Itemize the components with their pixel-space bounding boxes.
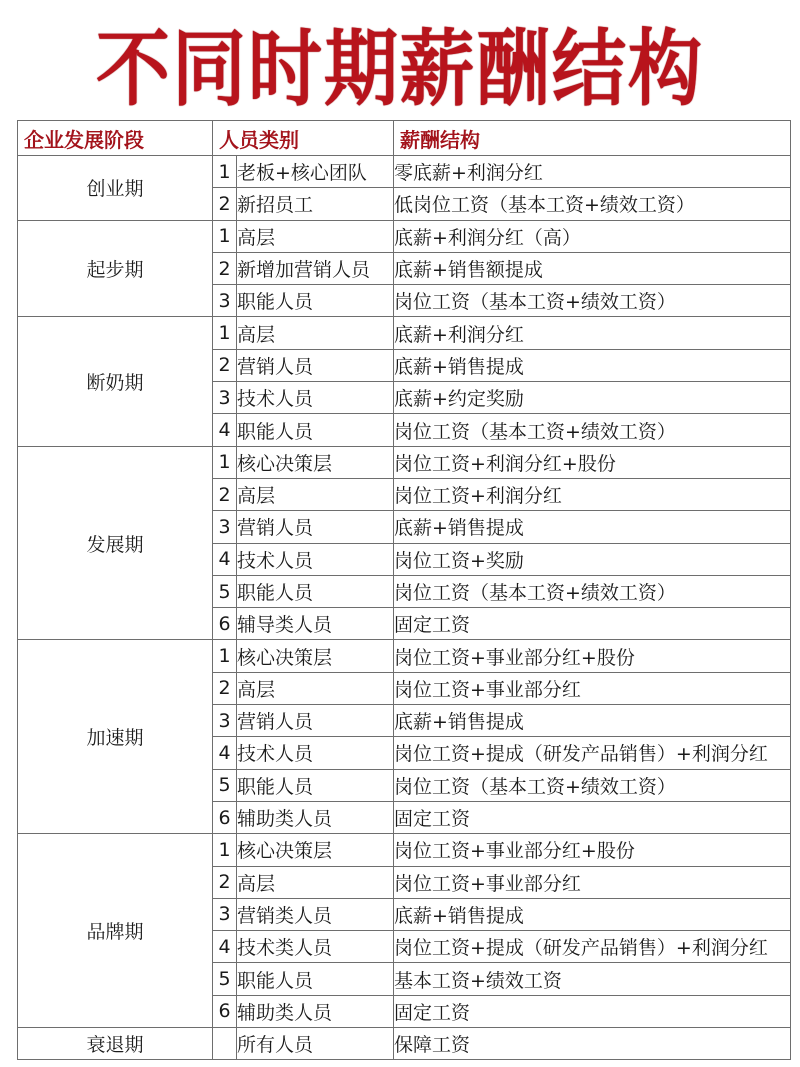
salary-structure: 岗位工资（基本工资+绩效工资） bbox=[394, 414, 791, 446]
staff-category: 核心决策层 bbox=[237, 640, 394, 672]
salary-structure: 底薪+销售提成 bbox=[394, 705, 791, 737]
staff-category: 老板+核心团队 bbox=[237, 156, 394, 188]
stage-name: 品牌期 bbox=[18, 834, 213, 1028]
staff-category: 营销类人员 bbox=[237, 898, 394, 930]
staff-category: 职能人员 bbox=[237, 414, 394, 446]
staff-category: 辅助类人员 bbox=[237, 801, 394, 833]
staff-category: 技术人员 bbox=[237, 543, 394, 575]
table-row bbox=[18, 220, 791, 252]
salary-structure: 固定工资 bbox=[394, 608, 791, 640]
staff-category: 营销人员 bbox=[237, 511, 394, 543]
table-body bbox=[18, 156, 791, 1060]
staff-category: 高层 bbox=[237, 478, 394, 510]
row-number: 6 bbox=[213, 608, 237, 640]
stage-name: 起步期 bbox=[18, 220, 213, 317]
staff-category: 职能人员 bbox=[237, 285, 394, 317]
salary-structure: 底薪+利润分红（高） bbox=[394, 220, 791, 252]
row-number: 6 bbox=[213, 995, 237, 1027]
salary-structure: 岗位工资+提成（研发产品销售）+利润分红 bbox=[394, 737, 791, 769]
salary-structure: 岗位工资+事业部分红 bbox=[394, 866, 791, 898]
header-stage: 企业发展阶段 bbox=[18, 121, 213, 156]
row-number: 1 bbox=[213, 220, 237, 252]
row-number: 1 bbox=[213, 317, 237, 349]
row-number: 1 bbox=[213, 156, 237, 188]
staff-category: 新增加营销人员 bbox=[237, 252, 394, 284]
salary-structure: 底薪+销售提成 bbox=[394, 898, 791, 930]
salary-structure: 低岗位工资（基本工资+绩效工资） bbox=[394, 188, 791, 220]
row-number: 3 bbox=[213, 898, 237, 930]
salary-structure: 岗位工资+利润分红 bbox=[394, 478, 791, 510]
table-row bbox=[18, 317, 791, 349]
salary-structure: 岗位工资+事业部分红+股份 bbox=[394, 834, 791, 866]
row-number: 4 bbox=[213, 543, 237, 575]
salary-structure: 岗位工资+事业部分红 bbox=[394, 672, 791, 704]
table-row bbox=[18, 156, 791, 188]
row-number: 2 bbox=[213, 252, 237, 284]
staff-category: 辅助类人员 bbox=[237, 995, 394, 1027]
salary-structure: 基本工资+绩效工资 bbox=[394, 963, 791, 995]
salary-structure: 岗位工资（基本工资+绩效工资） bbox=[394, 575, 791, 607]
row-number: 5 bbox=[213, 963, 237, 995]
salary-structure: 岗位工资+利润分红+股份 bbox=[394, 446, 791, 478]
staff-category: 技术人员 bbox=[237, 382, 394, 414]
table-row bbox=[18, 834, 791, 866]
stage-name: 加速期 bbox=[18, 640, 213, 834]
staff-category: 高层 bbox=[237, 317, 394, 349]
staff-category: 辅导类人员 bbox=[237, 608, 394, 640]
row-number: 5 bbox=[213, 575, 237, 607]
page-title: 不同时期薪酬结构 bbox=[96, 21, 704, 118]
row-number: 3 bbox=[213, 382, 237, 414]
row-number: 4 bbox=[213, 931, 237, 963]
row-number: 6 bbox=[213, 801, 237, 833]
row-number: 2 bbox=[213, 866, 237, 898]
row-number: 1 bbox=[213, 640, 237, 672]
staff-category: 职能人员 bbox=[237, 963, 394, 995]
staff-category: 营销人员 bbox=[237, 705, 394, 737]
stage-name: 发展期 bbox=[18, 446, 213, 640]
salary-structure: 固定工资 bbox=[394, 801, 791, 833]
salary-structure-table bbox=[17, 120, 791, 1060]
staff-category: 新招员工 bbox=[237, 188, 394, 220]
salary-structure: 岗位工资（基本工资+绩效工资） bbox=[394, 769, 791, 801]
header-category: 人员类别 bbox=[213, 121, 394, 156]
salary-structure: 零底薪+利润分红 bbox=[394, 156, 791, 188]
row-number: 1 bbox=[213, 446, 237, 478]
row-number: 3 bbox=[213, 705, 237, 737]
salary-structure: 底薪+利润分红 bbox=[394, 317, 791, 349]
salary-structure: 岗位工资+事业部分红+股份 bbox=[394, 640, 791, 672]
staff-category: 高层 bbox=[237, 672, 394, 704]
salary-structure: 底薪+销售额提成 bbox=[394, 252, 791, 284]
table-header-row bbox=[18, 121, 791, 156]
salary-structure: 底薪+销售提成 bbox=[394, 511, 791, 543]
stage-name: 断奶期 bbox=[18, 317, 213, 446]
salary-structure: 岗位工资+奖励 bbox=[394, 543, 791, 575]
table-row bbox=[18, 446, 791, 478]
staff-category: 营销人员 bbox=[237, 349, 394, 381]
row-number bbox=[213, 1028, 237, 1060]
row-number: 1 bbox=[213, 834, 237, 866]
salary-structure: 固定工资 bbox=[394, 995, 791, 1027]
row-number: 2 bbox=[213, 188, 237, 220]
staff-category: 职能人员 bbox=[237, 575, 394, 607]
row-number: 2 bbox=[213, 478, 237, 510]
staff-category: 核心决策层 bbox=[237, 446, 394, 478]
table-row bbox=[18, 1028, 791, 1060]
stage-name: 创业期 bbox=[18, 156, 213, 221]
stage-name: 衰退期 bbox=[18, 1028, 213, 1060]
staff-category: 技术类人员 bbox=[237, 931, 394, 963]
table-row bbox=[18, 640, 791, 672]
salary-structure: 保障工资 bbox=[394, 1028, 791, 1060]
salary-structure: 底薪+销售提成 bbox=[394, 349, 791, 381]
salary-structure: 岗位工资+提成（研发产品销售）+利润分红 bbox=[394, 931, 791, 963]
row-number: 2 bbox=[213, 349, 237, 381]
staff-category: 核心决策层 bbox=[237, 834, 394, 866]
salary-structure: 底薪+约定奖励 bbox=[394, 382, 791, 414]
staff-category: 技术人员 bbox=[237, 737, 394, 769]
header-structure: 薪酬结构 bbox=[394, 121, 791, 156]
staff-category: 职能人员 bbox=[237, 769, 394, 801]
row-number: 3 bbox=[213, 285, 237, 317]
row-number: 5 bbox=[213, 769, 237, 801]
row-number: 3 bbox=[213, 511, 237, 543]
row-number: 2 bbox=[213, 672, 237, 704]
salary-structure: 岗位工资（基本工资+绩效工资） bbox=[394, 285, 791, 317]
row-number: 4 bbox=[213, 737, 237, 769]
staff-category: 高层 bbox=[237, 220, 394, 252]
staff-category: 所有人员 bbox=[237, 1028, 394, 1060]
row-number: 4 bbox=[213, 414, 237, 446]
staff-category: 高层 bbox=[237, 866, 394, 898]
